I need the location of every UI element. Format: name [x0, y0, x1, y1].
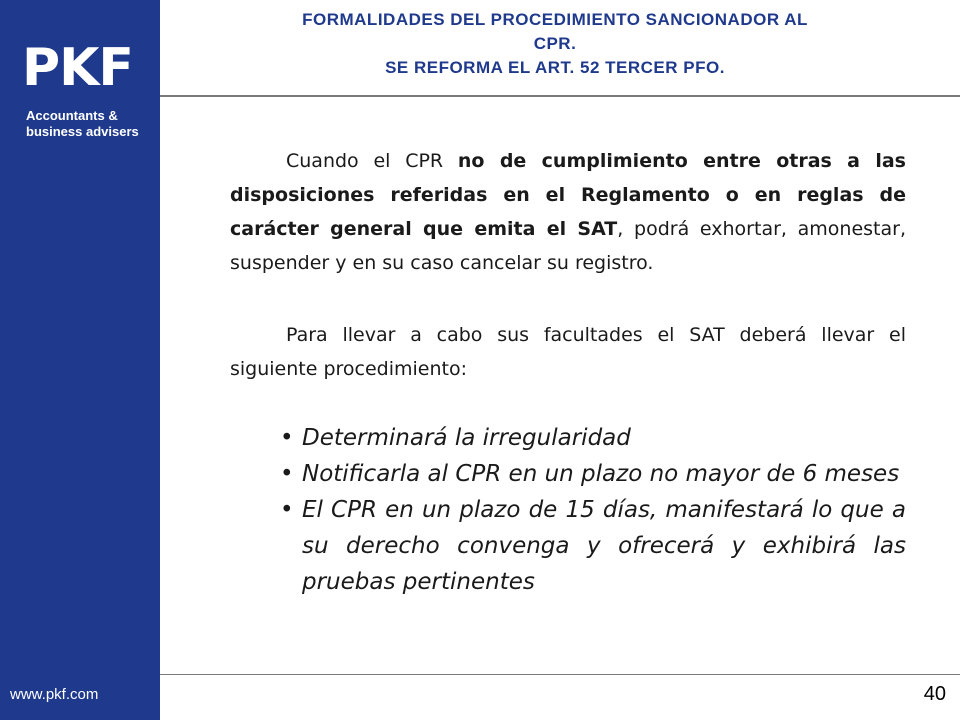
- paragraph-1-rest: , podrá exhortar, amonestar, suspender y en su caso cancelar su registro.: [230, 218, 906, 274]
- list-item: [280, 456, 906, 492]
- title-divider: [160, 95, 960, 97]
- list-item: [280, 492, 906, 600]
- tagline-line-2: business advisers: [26, 124, 139, 139]
- paragraph-1: [230, 144, 906, 280]
- bullet-icon: •: [280, 425, 294, 451]
- brand-tagline: [26, 108, 139, 140]
- title-line-1: FORMALIDADES DEL PROCEDIMIENTO SANCIONADOR AL: [302, 10, 808, 29]
- list-item-text: Notificarla al CPR en un plazo no mayor de 6 meses: [302, 461, 900, 487]
- procedure-list: [280, 420, 906, 600]
- slide-title: [165, 8, 945, 80]
- bullet-icon: •: [280, 461, 294, 487]
- footer-divider: [160, 674, 960, 675]
- list-item-text: Determinará la irregularidad: [302, 425, 631, 451]
- list-item-text: El CPR en un plazo de 15 días, manifestará lo que a su derecho convenga y ofrecerá y exhibirá las pruebas pertinentes: [302, 497, 906, 595]
- paragraph-2: Para llevar a cabo sus facultades el SAT deberá llevar el siguiente procedimiento:: [230, 324, 906, 380]
- paragraph-1-bold: no de cumplimiento entre otras a las disposiciones referidas en el Reglamento o en reglas de carácter general que emita el SAT: [230, 150, 906, 240]
- title-line-2: CPR.: [533, 34, 577, 53]
- slide-body: [230, 144, 906, 600]
- title-line-3: SE REFORMA EL ART. 52 TERCER PFO.: [385, 58, 725, 77]
- bullet-icon: •: [280, 497, 294, 523]
- brand-sidebar: [0, 0, 160, 720]
- list-item: [280, 420, 906, 456]
- paragraph-1-intro: Cuando el CPR: [286, 150, 458, 172]
- page-number: 40: [923, 683, 946, 705]
- website-link[interactable]: www.pkf.com: [10, 686, 99, 703]
- pkf-logo: PKF: [22, 38, 133, 98]
- tagline-line-1: Accountants &: [26, 108, 118, 123]
